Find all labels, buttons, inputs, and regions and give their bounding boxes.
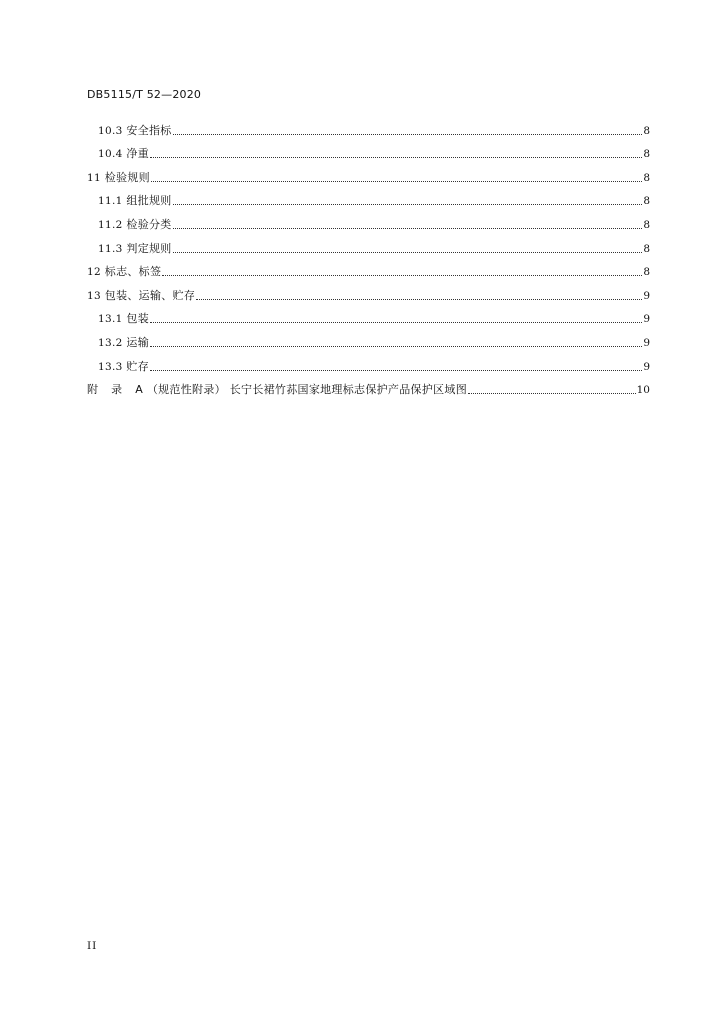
toc-entry-text	[87, 171, 150, 185]
toc-leader-dots	[150, 157, 642, 158]
toc-entry-11-1[interactable]	[87, 185, 650, 209]
toc-leader-dots	[173, 134, 643, 135]
appendix-label: 附 录 A	[87, 383, 144, 397]
toc-entry-11[interactable]	[87, 161, 650, 185]
toc-entry-text	[87, 242, 172, 256]
toc-entry-number: 13	[87, 289, 101, 302]
toc-entry-13-2[interactable]	[87, 326, 650, 350]
toc-leader-dots	[162, 275, 642, 276]
toc-entry-page: 9	[643, 289, 650, 302]
toc-entry-number: 11.1	[98, 195, 123, 208]
toc-leader-dots	[151, 181, 642, 182]
toc-entry-number: 10.3	[98, 124, 123, 137]
toc-entry-title: 检验规则	[104, 170, 150, 184]
toc-entry-text	[87, 336, 149, 350]
toc-entry-text	[87, 194, 172, 208]
toc-entry-number: 13.1	[98, 313, 123, 326]
toc-entry-11-3[interactable]	[87, 232, 650, 256]
toc-entry-title: 贮存	[126, 359, 149, 373]
toc-entry-text	[87, 124, 172, 138]
appendix-kind: （规范性附录）	[146, 383, 226, 397]
toc-entry-page: 9	[643, 360, 650, 373]
toc-entry-text	[87, 289, 195, 303]
toc-entry-page: 8	[643, 195, 650, 208]
toc-entry-page: 8	[643, 148, 650, 161]
toc-entry-13[interactable]	[87, 279, 650, 303]
toc-entry-page: 8	[643, 266, 650, 279]
toc-entry-title: 运输	[126, 335, 149, 349]
toc-entry-13-1[interactable]	[87, 303, 650, 327]
toc-leader-dots	[196, 299, 642, 300]
toc-entry-10-4[interactable]	[87, 138, 650, 162]
toc-entry-13-3[interactable]	[87, 350, 650, 374]
toc-leader-dots	[173, 252, 643, 253]
toc-entry-10-3[interactable]	[87, 114, 650, 138]
appendix-title: 长宁长裙竹荪国家地理标志保护产品保护区域图	[229, 383, 468, 397]
toc-entry-page: 9	[643, 336, 650, 349]
table-of-contents	[87, 114, 650, 397]
toc-leader-dots	[150, 370, 642, 371]
toc-entry-title: 包装	[126, 312, 149, 326]
toc-leader-dots	[150, 322, 642, 323]
toc-entry-page: 8	[643, 171, 650, 184]
document-code: DB5115/T 52—2020	[87, 88, 202, 101]
toc-entry-title: 净重	[126, 147, 149, 161]
toc-entry-title: 组批规则	[126, 194, 172, 208]
toc-entry-number: 11.2	[98, 218, 123, 231]
toc-entry-11-2[interactable]	[87, 208, 650, 232]
toc-entry-text	[87, 218, 172, 232]
toc-entry-title: 标志、标签	[104, 265, 162, 279]
toc-entry-text	[87, 383, 467, 397]
toc-entry-number: 11	[87, 171, 101, 184]
toc-entry-appendix-a[interactable]	[87, 374, 650, 398]
toc-entry-page: 10	[636, 384, 650, 397]
toc-entry-text	[87, 312, 149, 326]
toc-leader-dots	[173, 228, 643, 229]
toc-entry-title: 检验分类	[126, 217, 172, 231]
page-number: II	[87, 940, 98, 952]
toc-entry-number: 12	[87, 266, 101, 279]
toc-entry-number: 10.4	[98, 148, 123, 161]
toc-leader-dots	[150, 346, 642, 347]
toc-entry-page: 8	[643, 124, 650, 137]
toc-entry-title: 安全指标	[126, 123, 172, 137]
toc-entry-title: 包装、运输、贮存	[104, 288, 196, 302]
toc-entry-title: 判定规则	[126, 241, 172, 255]
toc-entry-text	[87, 265, 161, 279]
toc-entry-page: 9	[643, 313, 650, 326]
toc-leader-dots	[468, 393, 636, 394]
toc-entry-text	[87, 147, 149, 161]
toc-entry-page: 8	[643, 242, 650, 255]
toc-entry-text	[87, 360, 149, 374]
toc-entry-page: 8	[643, 218, 650, 231]
toc-entry-number: 11.3	[98, 242, 123, 255]
toc-entry-number: 13.3	[98, 360, 123, 373]
toc-entry-number: 13.2	[98, 336, 123, 349]
toc-entry-12[interactable]	[87, 256, 650, 280]
toc-leader-dots	[173, 204, 643, 205]
